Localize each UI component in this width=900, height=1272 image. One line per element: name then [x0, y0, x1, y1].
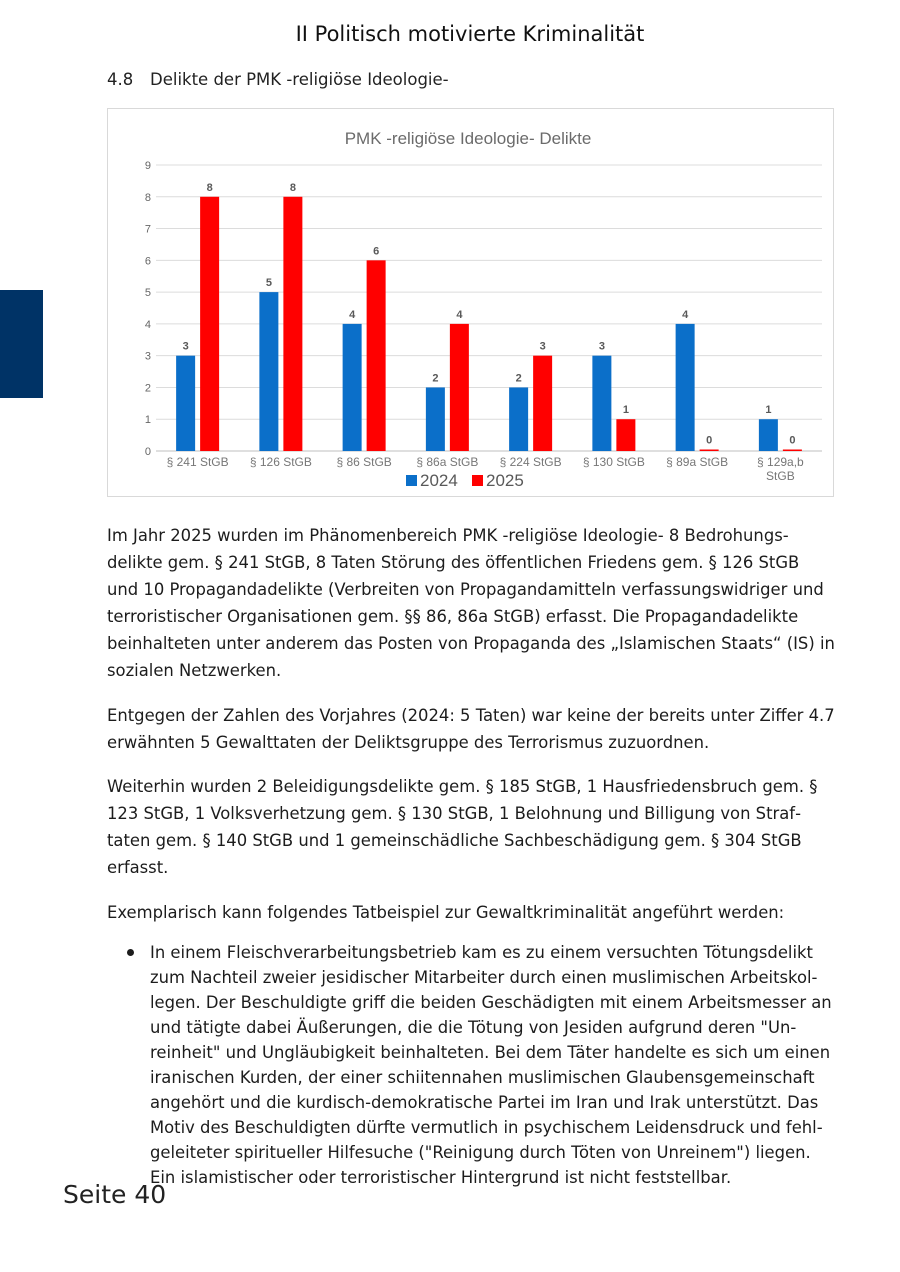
y-tick-label: 9 [144, 160, 151, 172]
data-label: 2 [432, 372, 439, 385]
bar-2024 [509, 387, 528, 451]
legend-swatch-2024 [406, 475, 417, 486]
legend-label-2024: 2024 [420, 471, 458, 490]
y-tick-label: 7 [144, 223, 151, 236]
data-label: 3 [539, 340, 546, 353]
bar-2025 [533, 356, 552, 451]
bar-2025 [616, 419, 635, 451]
bar-2025 [200, 197, 219, 451]
bar-chart [107, 108, 834, 497]
x-tick-label: § 86a StGB [416, 455, 479, 469]
bar-2025 [367, 260, 386, 451]
y-tick-label: 4 [144, 318, 151, 331]
legend-label-2025: 2025 [486, 471, 524, 490]
data-label: 8 [289, 181, 296, 194]
side-chapter-tab [0, 290, 43, 398]
bar-2024 [426, 387, 445, 451]
list-item [107, 940, 835, 1190]
bar-2025 [450, 324, 469, 451]
y-tick-label: 6 [144, 255, 151, 268]
bar-2024 [676, 324, 695, 451]
y-tick-label: 2 [144, 382, 151, 395]
data-label: 8 [206, 181, 213, 194]
section-heading [107, 70, 449, 89]
bullet-icon [127, 949, 134, 956]
page-header-title: II Politisch motivierte Kriminalität [295, 22, 645, 46]
bar-2024 [592, 356, 611, 451]
paragraph-1: Im Jahr 2025 wurden im Phänomenbereich PMK -religiöse Ideologie- 8 Bedrohungsdelikte gem. § 241 StGB, 8 Taten Störung des öffentlichen Friedens gem. § 126 StGB und 10 Propagandadelikte (Verbreiten von Propagandamitteln verfassungswidriger und terroristischer Organisationen gem. §§ 86, 86a StGB) erfasst. Die Propagandadelikte beinhalteten unter anderem das Posten von Propaganda des „Islamischen Staats“ (IS) in sozialen Netzwerken. [107, 526, 835, 680]
bar-2024 [176, 356, 195, 451]
y-tick-label: 3 [144, 350, 151, 363]
chart-title: PMK -religiöse Ideologie- Delikte [344, 129, 592, 148]
y-tick-label: 8 [144, 191, 151, 204]
bar-2024 [259, 292, 278, 451]
bar-2025 [283, 197, 302, 451]
x-tick-label: § 130 StGB [582, 455, 645, 469]
data-label: 3 [598, 340, 605, 353]
data-label: 0 [789, 434, 796, 447]
bar-chart-svg [108, 109, 835, 498]
bar-2024 [343, 324, 362, 451]
x-tick-label: § 126 StGB [249, 455, 312, 469]
x-tick-label: StGB [766, 469, 795, 483]
bar-2024 [759, 419, 778, 451]
x-tick-label: § 86 StGB [336, 455, 392, 469]
section-number: 4.8 [107, 70, 134, 89]
example-list [107, 940, 835, 1190]
section-title: Delikte der PMK -religiöse Ideologie- [150, 70, 449, 89]
y-tick-label: 0 [144, 446, 151, 458]
data-label: 1 [622, 404, 629, 417]
paragraph-3: Weiterhin wurden 2 Beleidigungsdelikte gem. § 185 StGB, 1 Hausfriedensbruch gem. § 123 StGB, 1 Volksverhetzung gem. § 130 StGB, 1 Belohnung und Billigung von Straftaten gem. § 140 StGB und 1 gemeinschädliche Sachbeschädigung gem. § 304 StGB erfasst. [107, 777, 818, 877]
y-tick-label: 1 [144, 414, 151, 427]
x-tick-label: § 89a StGB [666, 455, 729, 469]
paragraph-2: Entgegen der Zahlen des Vorjahres (2024: 5 Taten) war keine der bereits unter Ziffer 4.7 erwähnten 5 Gewalttaten der Deliktsgruppe des Terrorismus zuzuordnen. [107, 706, 835, 752]
data-label: 2 [515, 372, 522, 385]
bar-2025 [783, 450, 802, 452]
legend-swatch-2025 [472, 475, 483, 486]
data-label: 0 [706, 434, 713, 447]
x-tick-label: § 129a,b [757, 455, 804, 469]
data-label: 4 [682, 308, 689, 321]
data-label: 6 [373, 245, 380, 258]
x-tick-label: § 224 StGB [499, 455, 562, 469]
data-label: 3 [182, 340, 189, 353]
page-number: Seite 40 [63, 1180, 167, 1209]
list-item-text: In einem Fleischverarbeitungsbetrieb kam es zu einem versuchten Tötungsdelikt zum Nachteil zweier jesidischer Mitarbeiter durch einen muslimischen Arbeitskollegen. Der Beschuldigte griff die beiden Geschädigten mit einem Arbeitsmesser an und tätigte dabei Äußerungen, die die Tötung von Jesiden aufgrund deren "Unreinheit" und Ungläubigkeit beinhalteten. Bei dem Täter handelte es sich um einen iranischen Kurden, der einer schiitennahen muslimischen Glaubensgemeinschaft angehört und die kurdisch-demokratische Partei im Iran und Irak unterstützt. Das Motiv des Beschuldigten dürfte vermutlich in psychischem Leidensdruck und fehlgeleiteter spiritueller Hilfesuche ("Reinigung durch Töten von Unreinem") liegen. Ein islamistischer oder terroristischer Hintergrund ist nicht feststellbar. [150, 943, 832, 1187]
y-tick-label: 5 [144, 287, 151, 300]
bar-2025 [700, 450, 719, 452]
data-label: 5 [265, 277, 272, 290]
data-label: 4 [349, 308, 356, 321]
data-label: 1 [765, 404, 772, 417]
paragraph-4: Exemplarisch kann folgendes Tatbeispiel zur Gewaltkriminalität angeführt werden: [107, 903, 785, 922]
x-tick-label: § 241 StGB [166, 455, 229, 469]
data-label: 4 [456, 308, 463, 321]
